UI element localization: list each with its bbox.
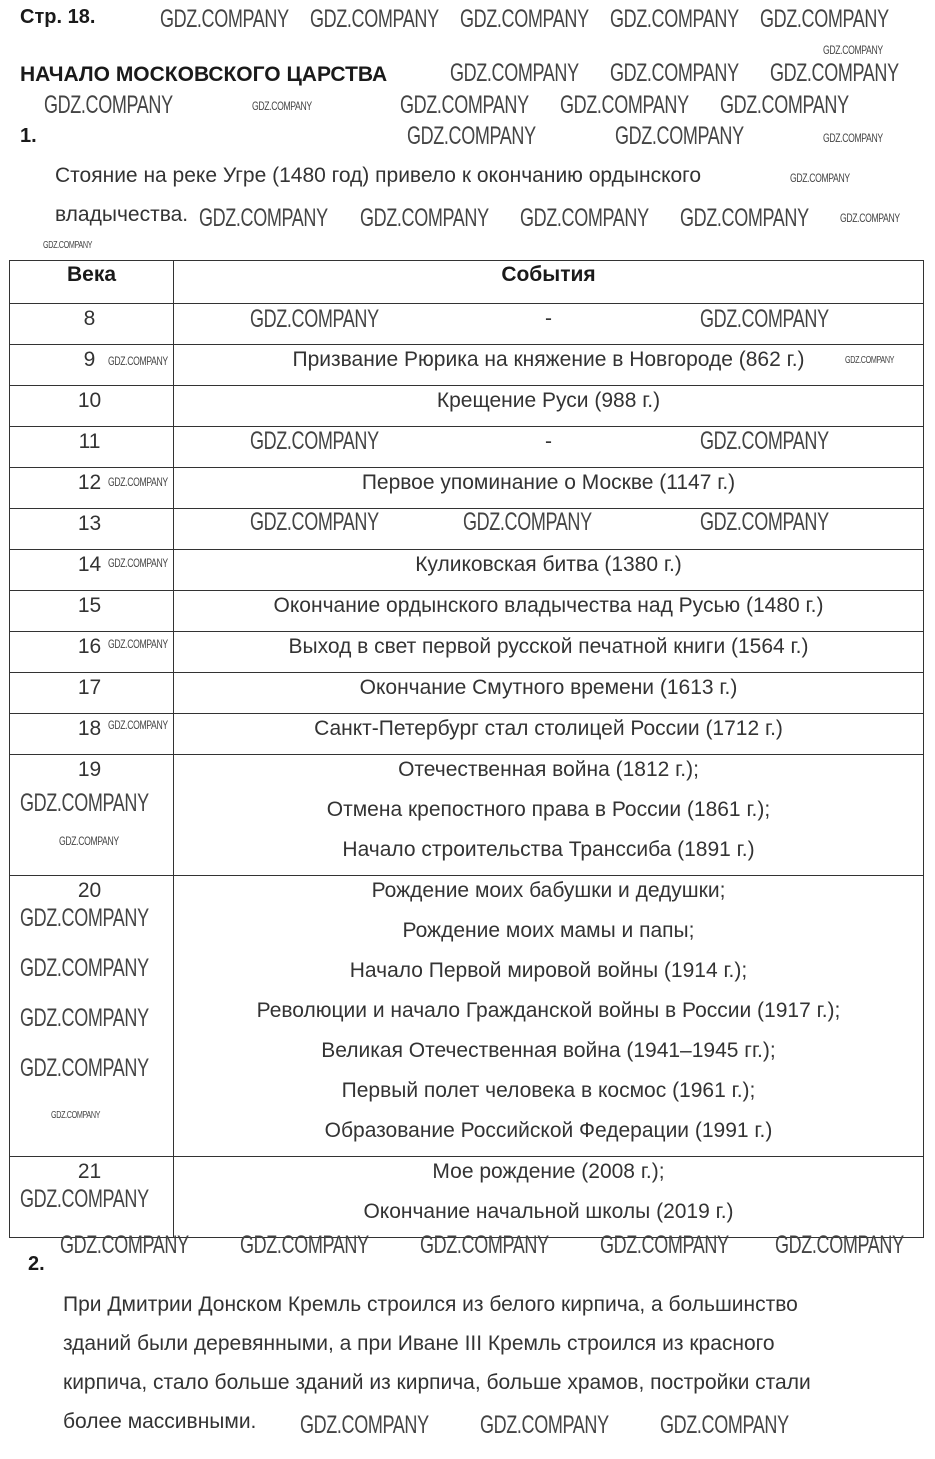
event-text: Крещение Руси (988 г.)	[436, 389, 661, 412]
watermark: GDZ.COMPANY	[610, 5, 739, 33]
event-text: -	[545, 430, 552, 453]
table-row	[10, 673, 924, 714]
watermark: GDZ.COMPANY	[720, 91, 849, 119]
centuries-events-table	[9, 260, 924, 1238]
table-header-row	[10, 261, 924, 304]
event-text: Санкт-Петербург стал столицей России (1712 г.)	[314, 717, 783, 740]
event-text: Рождение моих бабушки и дедушки;	[371, 879, 726, 902]
watermark: GDZ.COMPANY	[199, 204, 328, 232]
event-text: Рождение моих мамы и папы;	[402, 919, 695, 942]
watermark: GDZ.COMPANY	[790, 171, 850, 185]
event-text: Отмена крепостного права в России (1861 г.);	[326, 798, 771, 821]
event-text: Начало Первой мировой войны (1914 г.);	[349, 959, 748, 982]
century-number: 21	[77, 1160, 102, 1183]
watermark: GDZ.COMPANY	[560, 91, 689, 119]
task-1-line-2: владычества.	[55, 203, 189, 226]
century-number: 13	[77, 512, 102, 535]
page-reference: Стр. 18.	[20, 6, 96, 28]
events-cell	[174, 632, 924, 673]
event-text: Окончание ордынского владычества над Русью (1480 г.)	[273, 594, 824, 617]
events-cell	[174, 345, 924, 386]
event-text: Первое упоминание о Москве (1147 г.)	[361, 471, 736, 494]
watermark: GDZ.COMPANY	[840, 211, 900, 225]
watermark: GDZ.COMPANY	[250, 427, 379, 455]
century-number: 12	[77, 471, 102, 494]
watermark: GDZ.COMPANY	[770, 59, 899, 87]
watermark: GDZ.COMPANY	[44, 91, 173, 119]
header-events: События	[174, 261, 924, 304]
watermark: GDZ.COMPANY	[108, 556, 168, 570]
watermark: GDZ.COMPANY	[20, 1185, 149, 1213]
event-text: Окончание Смутного времени (1613 г.)	[359, 676, 738, 699]
watermark: GDZ.COMPANY	[823, 131, 883, 145]
watermark: GDZ.COMPANY	[775, 1231, 904, 1259]
watermark: GDZ.COMPANY	[610, 59, 739, 87]
century-number: 17	[77, 676, 102, 699]
watermark: GDZ.COMPANY	[20, 904, 149, 932]
event-text: Начало строительства Транссиба (1891 г.)	[342, 838, 755, 861]
watermark: GDZ.COMPANY	[823, 43, 883, 57]
watermark: GDZ.COMPANY	[407, 122, 536, 150]
century-number: 9	[83, 348, 96, 371]
events-cell	[174, 673, 924, 714]
events-cell	[174, 876, 924, 1157]
event-text: Окончание начальной школы (2019 г.)	[363, 1200, 734, 1223]
watermark: GDZ.COMPANY	[360, 204, 489, 232]
century-number: 18	[77, 717, 102, 740]
century-number: 15	[77, 594, 102, 617]
task-2-line: более массивными.	[63, 1410, 257, 1433]
watermark: GDZ.COMPANY	[615, 122, 744, 150]
century-number: 11	[78, 430, 101, 453]
watermark: GDZ.COMPANY	[460, 5, 589, 33]
watermark: GDZ.COMPANY	[252, 99, 312, 113]
watermark: GDZ.COMPANY	[450, 59, 579, 87]
century-number: 10	[77, 389, 102, 412]
watermark: GDZ.COMPANY	[240, 1231, 369, 1259]
watermark: GDZ.COMPANY	[43, 240, 93, 251]
watermark: GDZ.COMPANY	[59, 834, 119, 848]
watermark: GDZ.COMPANY	[420, 1231, 549, 1259]
event-text: Куликовская битва (1380 г.)	[415, 553, 682, 576]
watermark: GDZ.COMPANY	[480, 1411, 609, 1439]
watermark: GDZ.COMPANY	[600, 1231, 729, 1259]
event-text: Первый полет человека в космос (1961 г.);	[341, 1079, 756, 1102]
events-cell	[174, 755, 924, 876]
watermark: GDZ.COMPANY	[20, 1054, 149, 1082]
watermark: GDZ.COMPANY	[400, 91, 529, 119]
watermark: GDZ.COMPANY	[108, 718, 168, 732]
events-cell	[174, 386, 924, 427]
watermark: GDZ.COMPANY	[108, 475, 168, 489]
watermark: GDZ.COMPANY	[680, 204, 809, 232]
events-cell	[174, 1157, 924, 1238]
section-title: НАЧАЛО МОСКОВСКОГО ЦАРСТВА	[20, 63, 388, 86]
task-1-number: 1.	[20, 125, 37, 147]
century-number: 20	[77, 879, 102, 902]
watermark: GDZ.COMPANY	[160, 5, 289, 33]
watermark: GDZ.COMPANY	[760, 5, 889, 33]
watermark: GDZ.COMPANY	[520, 204, 649, 232]
events-cell	[174, 550, 924, 591]
watermark: GDZ.COMPANY	[51, 1110, 101, 1121]
watermark: GDZ.COMPANY	[20, 789, 149, 817]
watermark: GDZ.COMPANY	[20, 1004, 149, 1032]
task-2-line: зданий были деревянными, а при Иване III Кремль строился из красного	[63, 1332, 775, 1355]
watermark: GDZ.COMPANY	[310, 5, 439, 33]
event-text: Призвание Рюрика на княжение в Новгороде (862 г.)	[292, 348, 805, 371]
watermark: GDZ.COMPANY	[108, 637, 168, 651]
watermark: GDZ.COMPANY	[300, 1411, 429, 1439]
event-text: Образование Российской Федерации (1991 г.)	[324, 1119, 773, 1142]
watermark: GDZ.COMPANY	[20, 954, 149, 982]
watermark: GDZ.COMPANY	[845, 355, 895, 366]
event-text: Мое рождение (2008 г.);	[432, 1160, 665, 1183]
watermark: GDZ.COMPANY	[250, 305, 379, 333]
task-1-line-1: Стояние на реке Угре (1480 год) привело к окончанию ордынского	[55, 164, 702, 187]
watermark: GDZ.COMPANY	[700, 305, 829, 333]
event-text: Революции и начало Гражданской войны в России (1917 г.);	[256, 999, 841, 1022]
event-text: -	[545, 307, 552, 330]
century-cell	[10, 304, 174, 345]
watermark: GDZ.COMPANY	[660, 1411, 789, 1439]
century-number: 19	[77, 758, 102, 781]
event-text: Великая Отечественная война (1941–1945 гг.);	[321, 1039, 776, 1062]
table-row	[10, 386, 924, 427]
table-row	[10, 591, 924, 632]
watermark: GDZ.COMPANY	[60, 1231, 189, 1259]
century-cell	[10, 427, 174, 468]
header-centuries: Века	[10, 261, 174, 304]
task-2-number: 2.	[28, 1253, 45, 1275]
event-text: Отечественная война (1812 г.);	[398, 758, 699, 781]
century-cell	[10, 509, 174, 550]
task-2-line: кирпича, стало больше зданий из кирпича, больше храмов, постройки стали	[63, 1371, 811, 1394]
watermark: GDZ.COMPANY	[250, 508, 379, 536]
century-cell	[10, 386, 174, 427]
events-cell	[174, 468, 924, 509]
century-cell	[10, 591, 174, 632]
watermark: GDZ.COMPANY	[463, 508, 592, 536]
watermark: GDZ.COMPANY	[108, 354, 168, 368]
events-cell	[174, 714, 924, 755]
event-text: Выход в свет первой русской печатной книги (1564 г.)	[288, 635, 809, 658]
century-cell	[10, 673, 174, 714]
watermark: GDZ.COMPANY	[700, 508, 829, 536]
century-number: 14	[77, 553, 102, 576]
events-cell	[174, 591, 924, 632]
task-2-line: При Дмитрии Донском Кремль строился из белого кирпича, а большинство	[63, 1293, 798, 1316]
century-number: 16	[77, 635, 102, 658]
century-number: 8	[83, 307, 96, 330]
watermark: GDZ.COMPANY	[700, 427, 829, 455]
